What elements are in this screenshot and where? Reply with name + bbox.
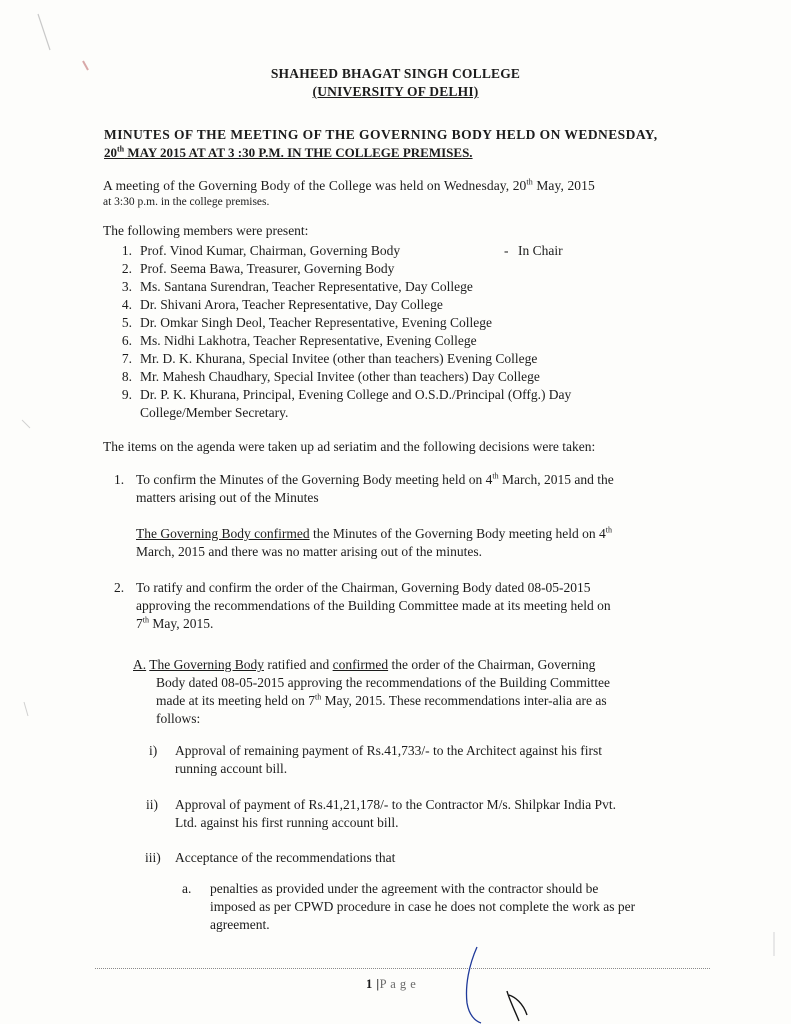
member-item: 5. Dr. Omkar Singh Deol, Teacher Representative, Evening College (121, 315, 492, 330)
member-item: 3. Ms. Santana Surendran, Teacher Representative, Day College (121, 279, 473, 294)
intro-line2: at 3:30 p.m. in the college premises. (103, 196, 270, 208)
signature-mark (445, 945, 555, 1024)
footer-divider (95, 968, 710, 969)
members-intro: The following members were present: (103, 223, 309, 238)
sub-item-a-line1: penalties as provided under the agreement with the contractor should be (210, 881, 599, 896)
item2-a-line3: made at its meeting held on 7th May, 2015. These recommendations inter-alia are as (156, 692, 607, 708)
sub-item-i-label: i) (149, 743, 158, 758)
sub-item-i-line2: running account bill. (175, 761, 288, 776)
margin-mark-left-2 (22, 700, 34, 720)
item1-decision-line1: The Governing Body confirmed the Minutes of the Governing Body meeting held on 4th (136, 525, 613, 541)
member-item: 2. Prof. Seema Bawa, Treasurer, Governing Body (121, 261, 395, 276)
minutes-title-line1: MINUTES OF THE MEETING OF THE GOVERNING BODY HELD ON WEDNESDAY, (104, 127, 658, 142)
page-number: 1 |P a g e (366, 977, 417, 991)
item2-a-line2: Body dated 08-05-2015 approving the recommendations of the Building Committee (156, 675, 611, 690)
margin-mark-right (768, 930, 780, 960)
university-label: (UNIVERSITY OF DELHI) (312, 84, 479, 99)
minutes-title-line2: 20th MAY 2015 AT AT 3 :30 P.M. IN THE COLLEGE PREMISES. (104, 144, 473, 160)
sub-item-a-line2: imposed as per CPWD procedure in case he does not complete the work as per (210, 899, 636, 914)
member-item: 6. Ms. Nidhi Lakhotra, Teacher Representative, Evening College (121, 333, 477, 348)
item2-line1: To ratify and confirm the order of the Chairman, Governing Body dated 08-05-2015 (136, 580, 591, 595)
sub-item-a-label: a. (182, 881, 192, 896)
member-item: 4. Dr. Shivani Arora, Teacher Representative, Day College (121, 297, 443, 312)
university-name (0, 84, 791, 100)
member-item: 8. Mr. Mahesh Chaudhary, Special Invitee (other than teachers) Day College (121, 369, 540, 384)
member-item-continuation: College/Member Secretary. (140, 405, 289, 420)
scan-smudge-top-left (30, 10, 70, 70)
item2-line2: approving the recommendations of the Building Committee made at its meeting held on (136, 598, 611, 613)
item1-decision-line2: March, 2015 and there was no matter arising out of the minutes. (136, 544, 483, 559)
sub-item-ii-line2: Ltd. against his first running account bill. (175, 815, 399, 830)
margin-mark-left (20, 418, 32, 432)
member-item: 1. Prof. Vinod Kumar, Chairman, Governing Body - In Chair (121, 243, 563, 258)
item2-number: 2. (114, 580, 125, 595)
item1-line2: matters arising out of the Minutes (136, 490, 319, 505)
sub-item-iii-label: iii) (145, 850, 161, 865)
member-item: 9. Dr. P. K. Khurana, Principal, Evening College and O.S.D./Principal (Offg.) Day (121, 387, 572, 402)
item1-line1: To confirm the Minutes of the Governing Body meeting held on 4th March, 2015 and the (136, 471, 614, 487)
college-name: SHAHEED BHAGAT SINGH COLLEGE (270, 66, 521, 81)
item2-line3: 7th May, 2015. (136, 615, 214, 631)
sub-item-a-line3: agreement. (210, 917, 270, 932)
sub-item-ii-label: ii) (146, 797, 158, 812)
item1-number: 1. (114, 472, 125, 487)
sub-item-iii-line1: Acceptance of the recommendations that (175, 850, 396, 865)
sub-item-ii-line1: Approval of payment of Rs.41,21,178/- to the Contractor M/s. Shilpkar India Pvt. (175, 797, 616, 812)
sub-item-i-line1: Approval of remaining payment of Rs.41,733/- to the Architect against his first (175, 743, 603, 758)
agenda-intro: The items on the agenda were taken up ad seriatim and the following decisions were taken: (103, 439, 596, 454)
member-item: 7. Mr. D. K. Khurana, Special Invitee (other than teachers) Evening College (121, 351, 538, 366)
item2-a-line1: A. The Governing Body ratified and confirmed the order of the Chairman, Governing (133, 657, 596, 672)
intro-line1: A meeting of the Governing Body of the College was held on Wednesday, 20th May, 2015 (103, 177, 595, 193)
item2-a-line4: follows: (156, 711, 201, 726)
